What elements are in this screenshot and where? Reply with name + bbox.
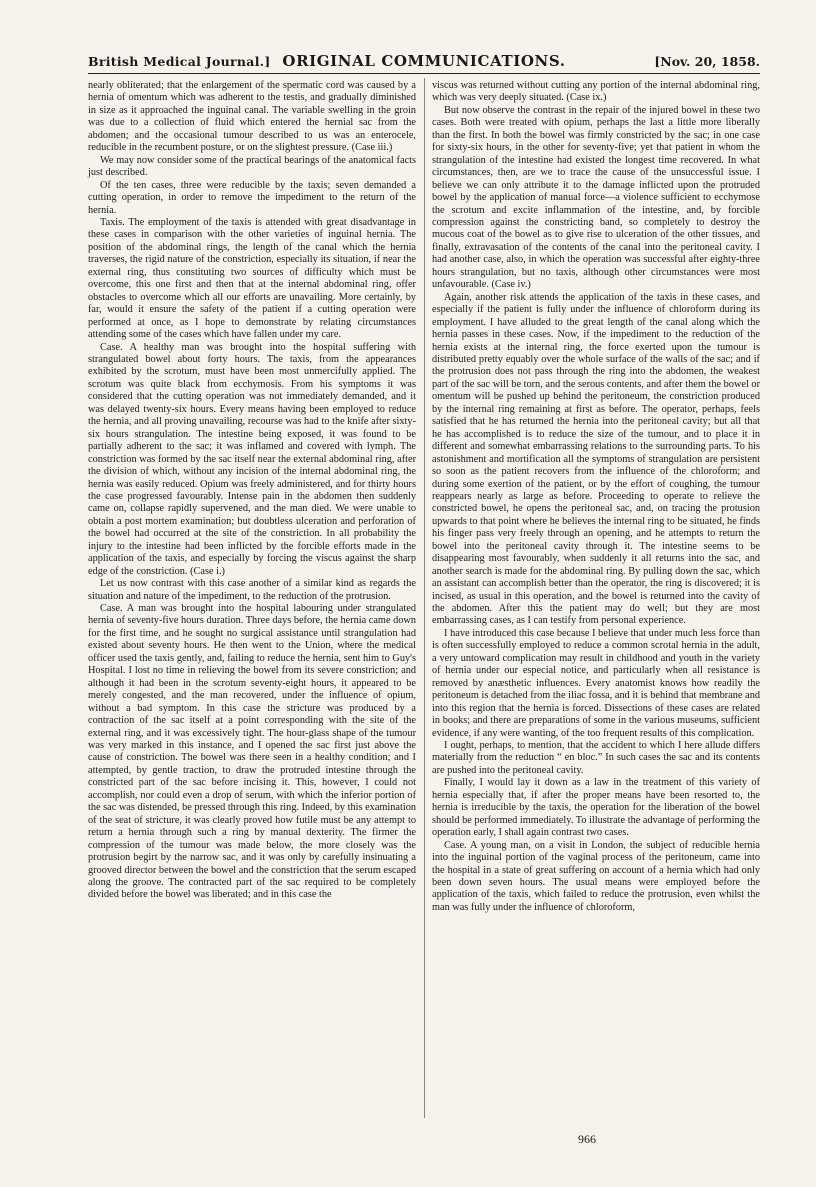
paragraph: Taxis. The employment of the taxis is attended with great disadvantage in these cases in comparison with the other varieties of inguinal hernia. The position of the abdominal rings, the length of the canal which the hernia traverses, the rigid nature of the constriction, especially its situation, if near the external ring, thus constituting two sources of difficulty which must be overcome, this one first and then that at the internal abdominal ring, offer obstacles to overcome which all our efforts are unavailing. More certainly, by far, would it ensure the safety of the patient if a cutting operation were performed at once, as I hope to demonstrate by relating circumstances attending some of the cases which have fallen under my care. (88, 216, 416, 341)
paragraph: We may now consider some of the practical bearings of the anatomical facts just described. (88, 154, 416, 179)
right-column (432, 80, 760, 914)
page-number: 966 (578, 1132, 596, 1146)
paragraph: Finally, I would lay it down as a law in the treatment of this variety of hernia especially that, if after the proper means have been resorted to, the hernia is irreducible by the taxis, the operation for the liberation of the bowel should be performed immediately. To illustrate the advantage of performing the operation early, I shall again contrast two cases. (432, 777, 760, 839)
column-divider (424, 78, 425, 1118)
section-title: ORIGINAL COMMUNICATIONS. (282, 52, 566, 70)
paragraph: But now observe the contrast in the repair of the injured bowel in these two cases. Both were treated with opium, perhaps the last a little more liberally than the first. In both the bowel was firmly constricted by the sac; in one case for sixty-six hours, in the other for seventy-five; yet that patient in whom the strangulation of the intestine had existed the longest time recovered. In what circumstances, then, are we to trace the cause of the unsuccessful issue. I believe we can only attribute it to the damage inflicted upon the protruded bowel by the application of manual force—a violence sufficient to ecchymose the scrotum and excite inflammation of the intestine, and, by forcible compression against the constricting band, so completely to destroy the mucous coat of the bowel as to give rise to ulceration of the other tissues, and finally, extravasation of the contents of the canal into the peritoneal cavity. I had another case, also, in which the operation was successful after eighty-three hours strangulation, but no taxis, although other circumstances were most unfavourable. (Case iv.) (432, 104, 760, 291)
paragraph: Again, another risk attends the application of the taxis in these cases, and especially if the patient is fully under the influence of chloroform during its employment. I have alluded to the great length of the canal along which the hernia passes in these cases. Now, if the impediment to the reduction of the hernia exists at the internal ring, the force exerted upon the tumour is distributed pretty equably over the whole surface of the walls of the sac; and if the protrusion does not pass through the ring into the abdomen, the weakest part of the sac will be torn, and the serous contents, and after them the bowel or omentum will be pushed up behind the peritoneum, the constriction produced by the internal ring remaining at first as before. The operator, perhaps, feels satisfied that he has returned the hernia into the peritoneal cavity; but all that he has accomplished is to reduce the size of the tumour, and to place it in different and somewhat embarrassing relations to the surrounding parts. To his astonishment and mortification all the symptoms of strangulation are persistent so soon as the patient recovers from the influence of the chloroform; and during some exertion of the patient, or by the effort of coughing, the tumour reappears nearly as large as before. Proceeding to operate to relieve the constricted bowel, he opens the peritoneal sac, and, on tracing the protusion upwards to that point where he believes the internal ring to be situated, he finds his finger pass very freely through an opening, and he attempts to return the bowel into the peritoneal cavity through it. The intestine seems to be disappearing most favourably, when suddenly it all returns into the sac, and another search is made for the abdominal ring. By pulling down the sac, which an assistant can accomplish better than the operator, the ring is discovered; it is incised, as usual in this operation, and the bowel is returned into the cavity of the abdomen. After this the patient may do well; but they are most embarrassing cases, as I can testify from personal experience. (432, 291, 760, 627)
paragraph: Case. A healthy man was brought into the hospital suffering with strangulated bowel about forty hours. The taxis, from the appearances exhibited by the scrotum, must have been most unmercifully applied. The scrotum was quite black from ecchymosis. From his symptoms it was considered that the cutting operation was not immediately demanded, and it was delayed twenty-six hours. Every means having been employed to reduce the hernia, and all proving unavailing, recourse was had to the knife after sixty-six hours strangulation. The intestine being exposed, it was found to be partially adherent to the sac; it was inflamed and covered with lymph. The constriction was formed by the sac itself near the external abdominal ring, after the division of which, without any incision of the internal abdominal ring, the hernia was easily reduced. Opium was freely administered, and for thirty hours the case progressed favourably. Intense pain in the abdomen then suddenly came on, collapse rapidly supervened, and the man died. We were unable to obtain a post mortem examination; but doubtless ulceration and perforation of the bowel had occurred at the site of the constriction. In all probability the injury to the intestine had been inflicted by the forcible efforts made in the application of the taxis, and especially by forcing the viscus against the sharp edge of the constriction. (Case i.) (88, 341, 416, 577)
paragraph: Case. A man was brought into the hospital labouring under strangulated hernia of seventy-five hours duration. Three days before, the hernia came down for the first time, and he sought no surgical assistance until strangulation had existed about seventy hours. He then went to the Union, where the medical officer used the taxis gently, and, failing to reduce the hernia, sent him to Guy's Hospital. I lost no time in relieving the bowel from its severe constriction; and although it had been in the scrotum seventy-eight hours, it appeared to be merely congested, and the man recovered, under the influence of opium, without a bad symptom. In this case the stricture was produced by a contraction of the sac itself at a point corresponding with the site of the external ring, and it was excessively tight. The hour-glass shape of the tumour was very marked in this instance, and I opened the sac first just above the cause of constriction. The bowel was there seen in a healthy condition; and I attempted, by gentle traction, to draw the protruded intestine through the constricted part of the sac before incising it. This, however, I could not accomplish, nor could even a drop of serum, with which the inferior portion of the sac was distended, be pressed through this ring. Indeed, by this examination of the seat of stricture, it was clearly proved how futile must be any attempt to return a hernia through such a ring by manual dexterity. The firmer the compression of the tumour was made below, the more closely was the protrusion begirt by the narrow sac, and it was only by carefully insinuating a grooved director between the bowel and the constriction that the serum escaped along the groove. The contracted part of the sac required to be completely divided before the bowel was liberated; and in this case the (88, 603, 416, 901)
paragraph: viscus was returned without cutting any portion of the internal abdominal ring, which was very deeply situated. (Case ix.) (432, 80, 760, 104)
paragraph: I ought, perhaps, to mention, that the accident to which I here allude differs materially from the reduction “ en bloc.” In such cases the sac and its contents are pushed into the peritoneal cavity. (432, 740, 760, 776)
paragraph: nearly obliterated; that the enlargement of the spermatic cord was caused by a hernia of omentum which was adherent to the testis, and gradually diminished in size as it approached the inguinal canal. The variable swelling in the groin was due to a collection of fluid which entered the hernial sac from the abdomen; and the occasional tumour described to us was an enterocele, reducible in the recumbent posture, or on the slightest pressure. (Case iii.) (88, 80, 416, 154)
journal-title: British Medical Journal.] (88, 54, 271, 69)
paragraph: Case. A young man, on a visit in London, the subject of reducible hernia into the inguinal portion of the vaginal process of the peritoneum, came into the hospital in a state of great suffering on account of a hernia which had only been down seven hours. The usual means were employed before the application of the taxis, which failed to reduce the protrusion, even whilst the man was fully under the influence of chloroform, (432, 839, 760, 913)
issue-date: [Nov. 20, 1858. (654, 54, 760, 69)
paragraph: Of the ten cases, three were reducible by the taxis; seven demanded a cutting operation, in order to remove the impediment to the return of the hernia. (88, 179, 416, 216)
header-rule (88, 73, 760, 74)
running-header (88, 52, 760, 72)
left-column (88, 80, 416, 902)
paragraph: I have introduced this case because I believe that under much less force than is often successfully employed to reduce a common scrotal hernia in the adult, a very untoward complication may result in childhood and youth in the variety of hernia under our especial notice, and particularly when all resistance is removed by anæsthetic influences. Every anatomist knows how readily the peritoneum is detached from the iliac fossa, and it is behind that membrane and into this region that the hernia is forced. Dissections of these cases are related in books; and there are preparations of some in the various museums, sufficient evidence, if any were wanting, of the too frequent results of this complication. (432, 627, 760, 739)
paragraph: Let us now contrast with this case another of a similar kind as regards the situation and nature of the impediment, to the reduction of the protrusion. (88, 578, 416, 602)
